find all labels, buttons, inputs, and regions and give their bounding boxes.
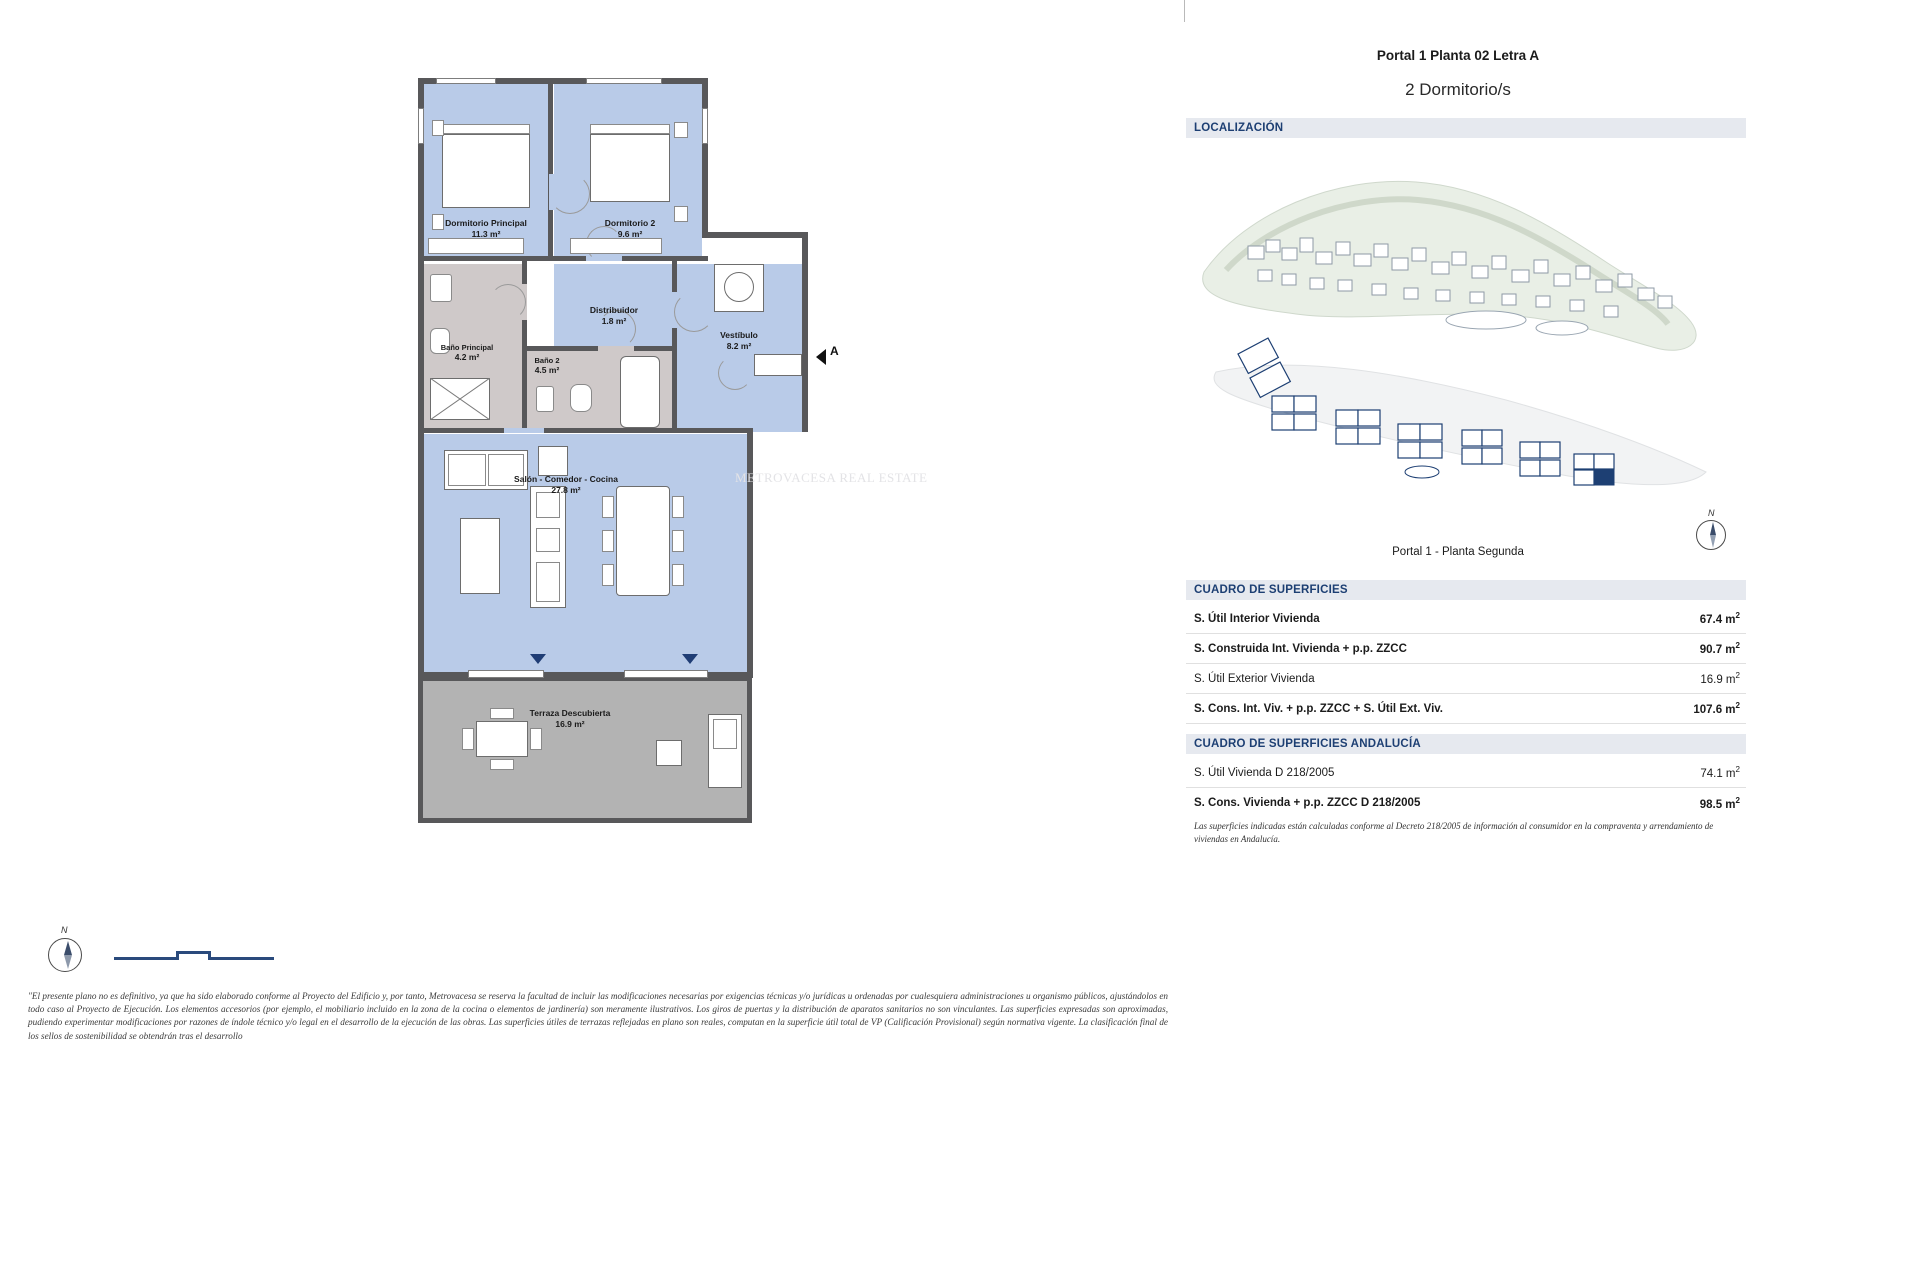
room-label-bano-principal: Baño Principal 4.2 m² [440,343,494,362]
disclaimer-text: "El presente plano no es definitivo, ya que ha sido elaborado conforme al Proyecto del Edificio y, por tanto, Metrovacesa se reserva la facultad de incluir las modificaciones necesarias por exigencias técnicas y/o jurídicas u ordenadas por cualesquiera administraciones u organismo públicos, ajustándolos en todo caso al Proyecto de Ejecución. Los elementos accesorios (por ejemplo, el mobiliario incluido en la zona de la cocina o elementos de jardinería) son meramente ilustrativos. Los giros de puertas y la distribución de aparatos sanitarios no son vinculantes. Las superficies expresadas son aproximadas, pudiendo experimentar modificaciones por razones de índole técnico y/o legal en el desarrollo de la ejecución de las obras. Las superficies útiles de terrazas reflejadas en plano son reales, computan en la superficie útil total de VP (Calificación Provisional) según normativa vigente. La clasificación final de los sellos de sostenibilidad se obtendrán tras el desarrollo [28,991,1168,1041]
shower-cross-icon [430,378,490,420]
compass-plan [44,925,284,985]
watermark: METROVACESA REAL ESTATE [735,470,928,485]
location-map-svg [1186,142,1746,542]
compass-north-label: N [61,925,68,935]
tv-unit [538,446,568,476]
andalucia-note: Las superficies indicadas están calculadas conforme al Decreto 218/2005 de información al consumidor en la compraventa y arrendamiento de viviendas en Andalucía. [1194,821,1714,844]
toilet-bano-2 [570,384,592,412]
compass-needle-south [64,955,72,969]
compass-north-label: N [1708,508,1715,518]
room-label-distribuidor: Distribuidor 1.8 m² [589,305,639,326]
surface-label: S. Útil Exterior Vivienda [1194,672,1315,685]
nightstand [432,120,444,136]
dining-chair [602,564,614,586]
kitchen-cabinet [536,562,560,602]
surface-value: 67.4 $m^2$ [1699,611,1740,626]
table-row [1186,634,1746,664]
table-row [1186,604,1746,634]
map-caption: Portal 1 - Planta Segunda [1392,546,1524,558]
room-label-dormitorio-principal: Dormitorio Principal 11.3 m² [445,218,527,239]
bathtub-bano-2 [620,356,660,428]
room-label-dormitorio-2: Dormitorio 2 9.6 m² [604,218,656,239]
panel-divider [1184,0,1185,22]
dining-chair [602,496,614,518]
window-niche [754,354,802,376]
scale-bar [114,951,274,963]
surface-label: S. Cons. Int. Viv. + p.p. ZZCC + S. Útil Ext. Viv. [1194,702,1444,715]
section-header-cuadro-superficies: CUADRO DE SUPERFICIES [1186,580,1746,600]
room-label-salon: Salón - Comedor - Cocina 27.8 m² [514,474,618,495]
terrace-chair [490,759,514,770]
surface-label: S. Útil Vivienda D 218/2005 [1194,766,1335,779]
terrace-sofa-cushion [713,719,737,749]
surface-value: 74.1 $m^2$ [1700,765,1740,780]
surface-value: 98.5 $m^2$ [1699,795,1740,811]
room-label-vestibulo: Vestíbulo 8.2 m² [720,330,758,351]
surface-value: 16.9 $m^2$ [1700,671,1740,686]
table-row [1186,788,1746,818]
wardrobe-2 [570,238,662,254]
sink-bano-principal [430,274,452,302]
table-row [1186,694,1746,724]
bed-principal-headboard [442,124,530,134]
terrace-side-table [656,740,682,766]
unit-highlight [1594,470,1614,485]
dining-chair [672,564,684,586]
surface-label: S. Útil Interior Vivienda [1194,612,1320,625]
bed-dormitorio-2 [590,134,670,202]
terrace-area [420,678,750,823]
coffee-table [460,518,500,594]
wardrobe-principal [428,238,524,254]
bed-2-headboard [590,124,670,134]
compass-needle-south [1710,535,1716,548]
kitchen-hob [536,528,560,552]
page-title: Portal 1 Planta 02 Letra A [1376,48,1540,63]
entry-label: A [830,344,839,358]
sofa-seat [448,454,486,486]
sink-bano-2 [536,386,554,412]
washer-drum-icon [724,272,754,302]
table-row [1186,664,1746,694]
compass-map [1690,508,1736,566]
entry-arrow-icon [816,349,826,365]
table-row [1186,758,1746,788]
location-map [1186,142,1746,542]
bed-principal [442,134,530,208]
surfaces-andalucia-table [1186,758,1746,818]
room-label-terraza: Terraza Descubierta 16.9 m² [529,708,611,729]
terrace-chair [462,728,474,750]
dining-table [616,486,670,596]
compass-needle-north [64,941,72,955]
dining-chair [672,496,684,518]
sliding-door-arrow-icon [682,654,698,664]
page-subtitle: 2 Dormitorio/s [1405,80,1511,99]
surfaces-table [1186,604,1746,724]
surface-label: S. Construida Int. Vivienda + p.p. ZZCC [1194,642,1407,655]
terrace-chair [530,728,542,750]
nightstand [674,122,688,138]
surface-value: 107.6 $m^2$ [1693,701,1740,716]
section-header-localizacion: LOCALIZACIÓN [1186,118,1746,138]
compass-needle-north [1710,522,1716,535]
room-label-bano-2: Baño 2 4.5 m² [534,356,560,375]
section-header-cuadro-superficies-andalucia: CUADRO DE SUPERFICIES ANDALUCÍA [1186,734,1746,754]
sliding-door-arrow-icon [530,654,546,664]
dining-chair [672,530,684,552]
surface-label: S. Cons. Vivienda + p.p. ZZCC D 218/2005 [1194,797,1421,809]
surface-value: 90.7 $m^2$ [1699,641,1740,656]
dining-chair [602,530,614,552]
info-panel [1178,0,1920,1280]
